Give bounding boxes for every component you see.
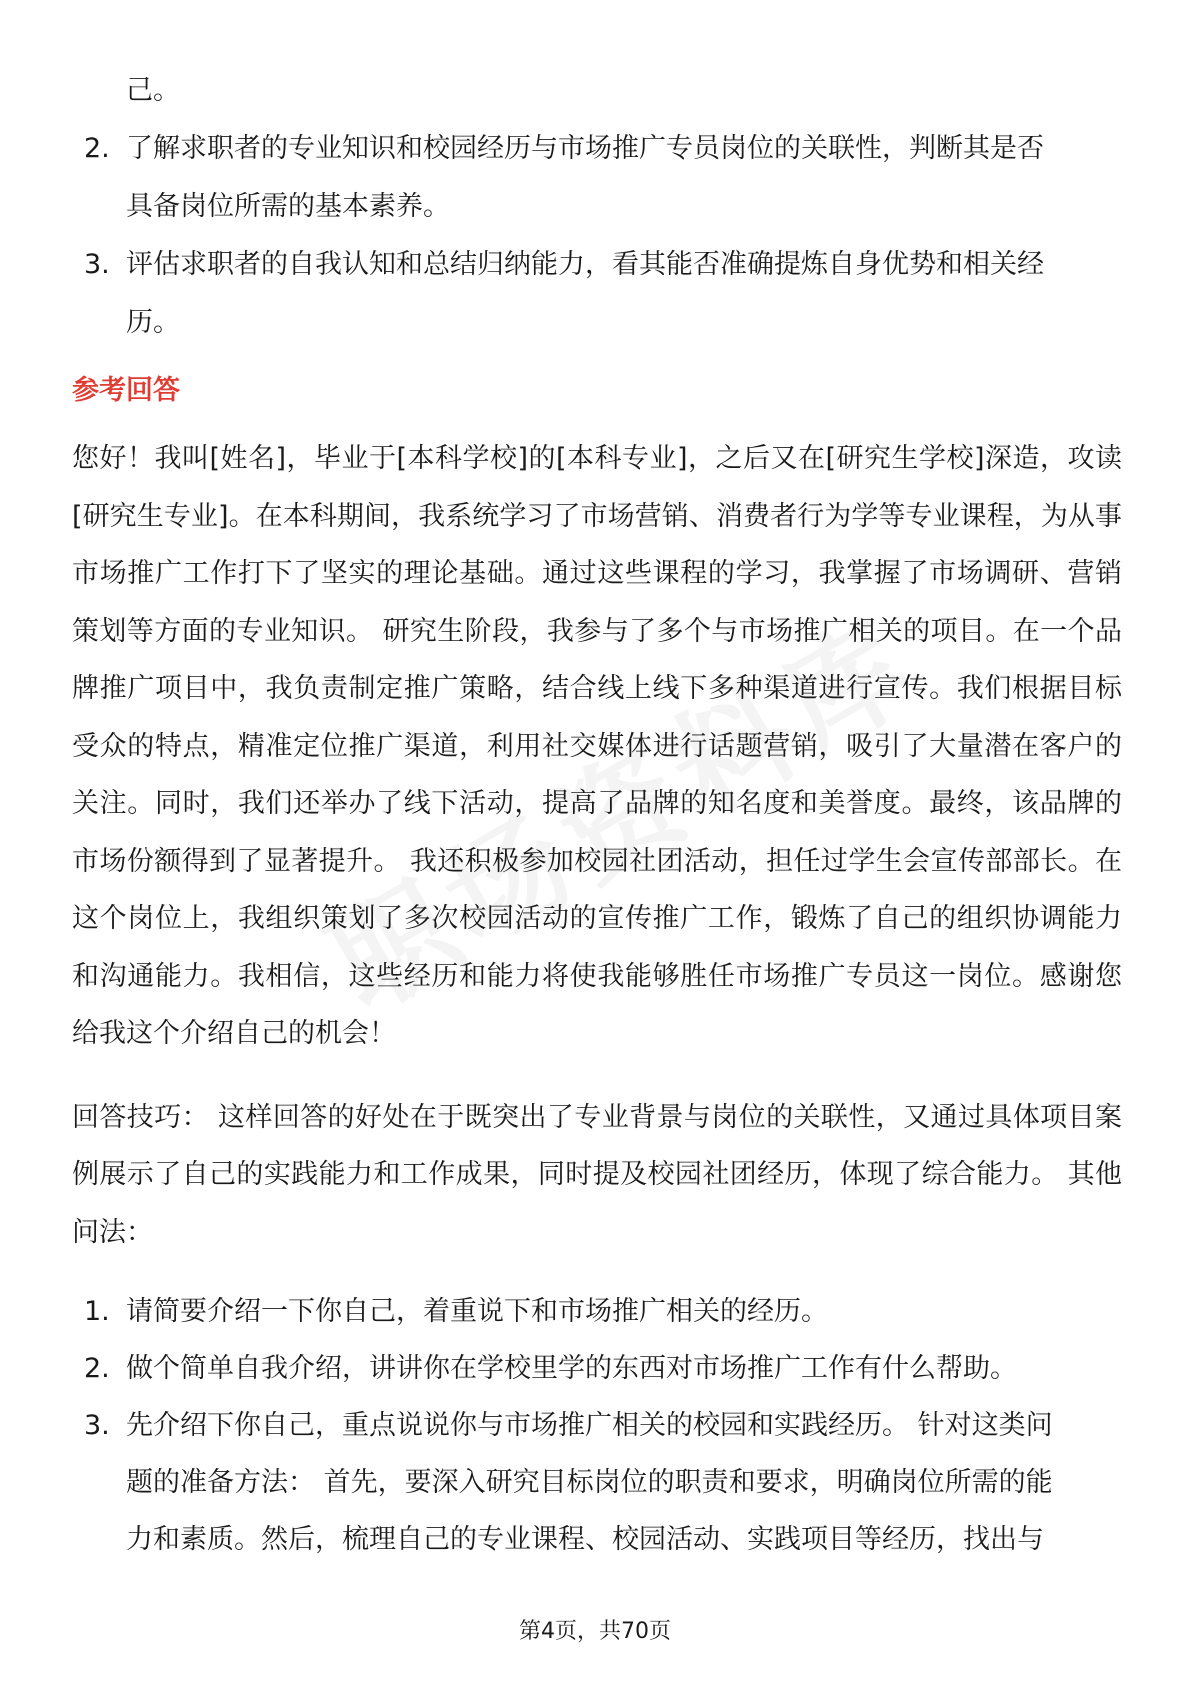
list-item-line: 先介绍下你自己，重点说说你与市场推广相关的校园和实践经历。 针对这类问 xyxy=(126,1410,1053,1441)
list-item-line: 了解求职者的专业知识和校园经历与市场推广专员岗位的关联性，判断其是否 xyxy=(126,133,1044,164)
list-item xyxy=(72,236,1122,352)
intro-list xyxy=(72,120,1122,352)
list-item xyxy=(72,120,1122,236)
reference-answer-body: 您好！我叫[姓名]，毕业于[本科学校]的[本科专业]，之后又在[研究生学校]深造，攻读[研究生专业]。在本科期间，我系统学习了市场营销、消费者行为学等专业课程，为从事市场推广工作打下了坚实的理论基础。通过这些课程的学习，我掌握了市场调研、营销策划等方面的专业知识。 研究生阶段，我参与了多个与市场推广相关的项目。在一个品牌推广项目中，我负责制定推广策略，结合线上线下多种渠道进行宣传。我们根据目标受众的特点，精准定位推广渠道，利用社交媒体进行话题营销，吸引了大量潜在客户的关注。同时，我们还举办了线下活动，提高了品牌的知名度和美誉度。最终，该品牌的市场份额得到了显著提升。 我还积极参加校园社团活动，担任过学生会宣传部部长。在这个岗位上，我组织策划了多次校园活动的宣传推广工作，锻炼了自己的组织协调能力和沟通能力。我相信，这些经历和能力将使我能够胜任市场推广专员这一岗位。感谢您给我这个介绍自己的机会！ xyxy=(72,443,1122,1049)
list-item-line: 具备岗位所需的基本素养。 xyxy=(126,191,450,222)
list-number: 3. xyxy=(84,249,110,280)
list-item-line: 题的准备方法： 首先，要深入研究目标岗位的职责和要求，明确岗位所需的能 xyxy=(126,1467,1053,1498)
list-item xyxy=(72,1340,1122,1397)
list-item-line: 历。 xyxy=(126,307,180,338)
list-number: 1. xyxy=(84,1296,110,1327)
list-item-line: 力和素质。然后，梳理自己的专业课程、校园活动、实践项目等经历，找出与 xyxy=(126,1524,1044,1555)
list-item-line: 做个简单自我介绍，讲讲你在学校里学的东西对市场推广工作有什么帮助。 xyxy=(126,1353,1017,1384)
answer-tips: 回答技巧： 这样回答的好处在于既突出了专业背景与岗位的关联性，又通过具体项目案例展示了自己的实践能力和工作成果，同时提及校园社团经历，体现了综合能力。 其他问法： xyxy=(72,1101,1122,1248)
list-item xyxy=(72,1283,1122,1340)
list-number: 3. xyxy=(84,1410,110,1441)
continued-list-text: 己。 xyxy=(126,75,180,106)
page-content xyxy=(72,62,1122,1568)
list-item-line: 评估求职者的自我认知和总结归纳能力，看其能否准确提炼自身优势和相关经 xyxy=(126,249,1044,280)
list-item xyxy=(72,1397,1122,1568)
list-number: 2. xyxy=(84,1353,110,1384)
page-number-footer: 第4页，共70页 xyxy=(519,1619,671,1644)
section-heading: 参考回答 xyxy=(72,375,180,406)
other-questions-list xyxy=(72,1283,1122,1568)
list-item-line: 请简要介绍一下你自己，着重说下和市场推广相关的经历。 xyxy=(126,1296,828,1327)
list-number: 2. xyxy=(84,133,110,164)
